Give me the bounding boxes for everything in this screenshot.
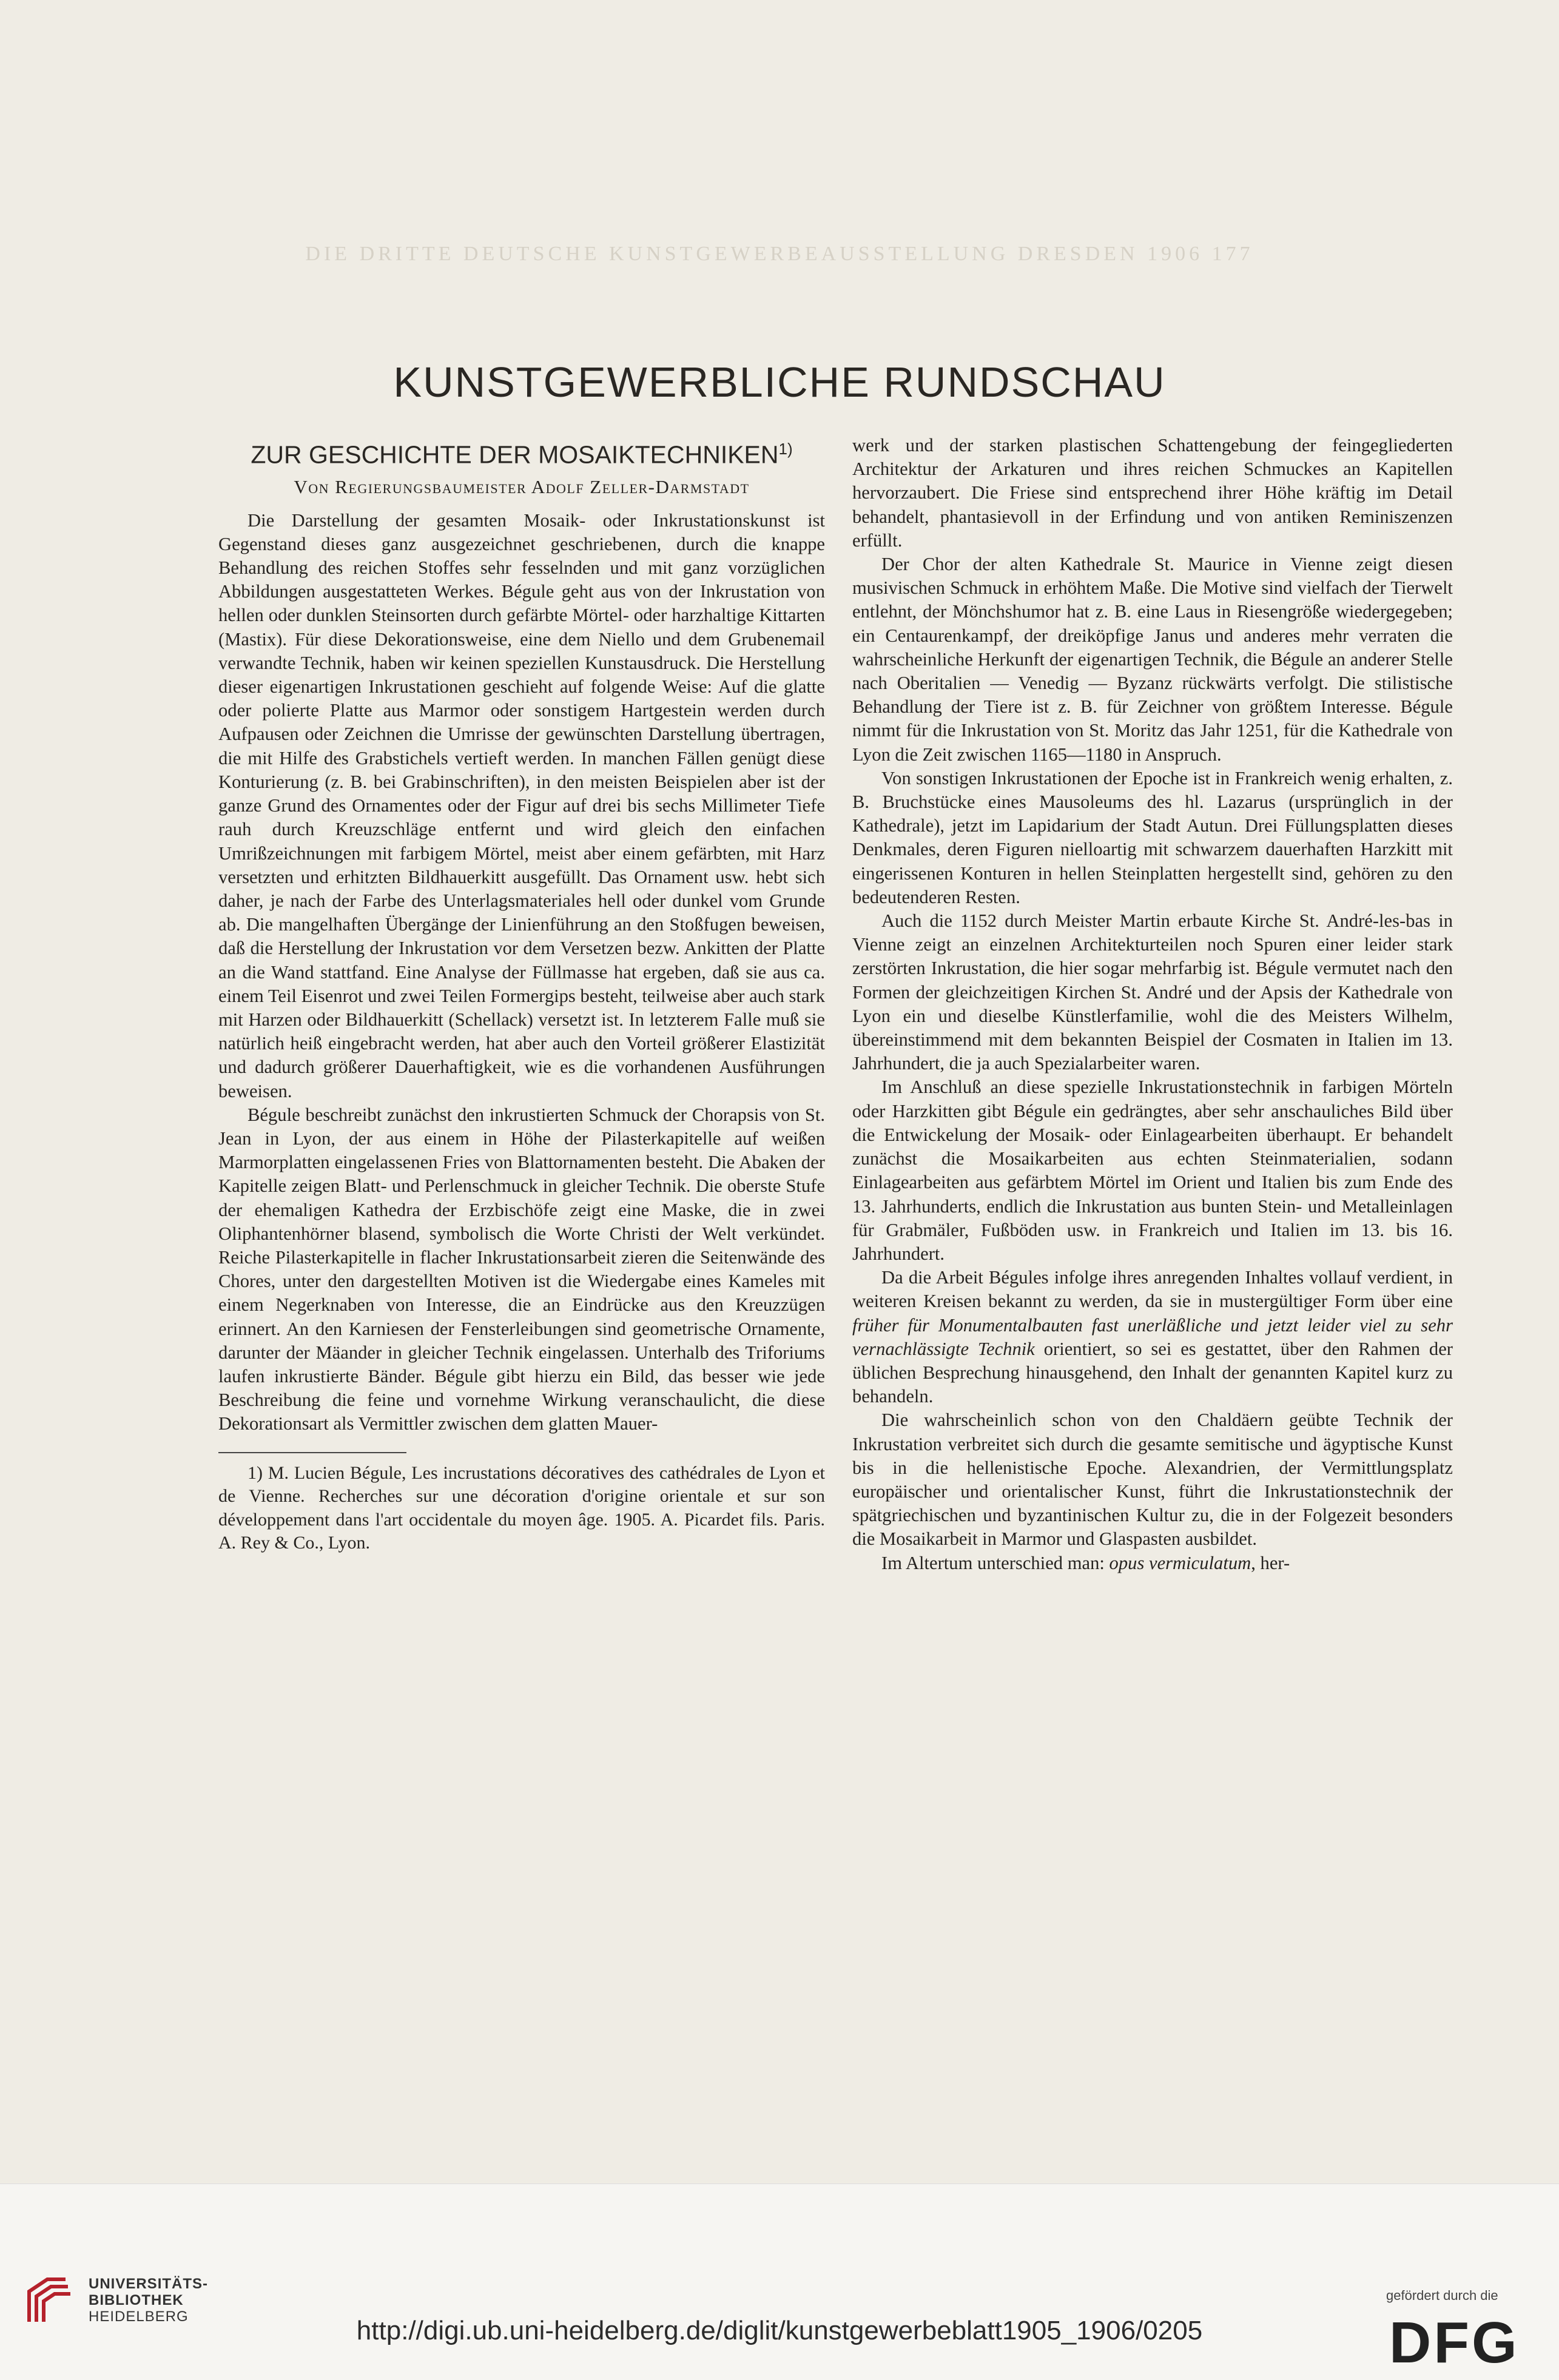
article-title <box>218 434 825 470</box>
footnote-divider <box>218 1452 406 1453</box>
funding-note: gefördert durch die <box>1386 2288 1498 2303</box>
text-run: Im Altertum unterschied man: <box>881 1552 1109 1573</box>
faint-running-head: DIE DRITTE DEUTSCHE KUNSTGEWERBEAUSSTELLUNG DRESDEN 1906 177 <box>305 243 1254 265</box>
text-run: , her- <box>1251 1552 1290 1573</box>
paragraph: Bégule beschreibt zunächst den inkrustierten Schmuck der Chorapsis von St. Jean in Lyon, der aus einem in Höhe der Pilasterkapitelle auf weißen Marmorplatten eingelassenen Fries von Blattornamenten besteht. Die Abaken der Kapitelle zeigen Blatt- und Perlenschmuck in gleicher Technik. Die oberste Stufe der ehemaligen Kathedra der Erzbischöfe zeigt eine Maske, die in zwei Oliphantenhörner blasend, symbolisch die Worte Christi der Welt verkündet. Reiche Pilasterkapitelle in flacher Inkrustationsarbeit zieren die Seitenwände des Chores, unter den dargestellten Motiven ist die Wiedergabe eines Kameles mit einem Negerknaben von Interesse, die an Eindrücke aus den Kreuzzügen erinnert. An den Karniesen der Fensterleibungen sind geometrische Ornamente, darunter der Mäander in gleicher Technik eingelassen. Unterhalb des Triforiums laufen inkrustierte Bänder. Bégule gibt hierzu ein Bild, das besser wie jede Beschreibung die feine und vornehme Wirkung veranschaulicht, die diese Dekorationsart als Vermittler zwischen dem glatten Mauer- <box>218 1104 825 1434</box>
library-line-1: UNIVERSITÄTS- <box>89 2276 209 2292</box>
library-line-2: BIBLIOTHEK <box>89 2292 184 2308</box>
paragraph: Von sonstigen Inkrustationen der Epoche ist in Frankreich wenig erhalten, z. B. Bruchstücke eines Mausoleums des hl. Lazarus (ursprünglich in der Kathedrale), jetzt im Lapidarium der Stadt Autun. Drei Füllungsplatten dieses Denkmales, deren Figuren nielloartig mit schwarzem dauerhaften Harzkitt mit eingerissenen Konturen in hellen Steinplatten hergestellt sind, gehören zu den bedeutenderen Resten. <box>852 767 1453 907</box>
paragraph <box>852 1266 1453 1408</box>
library-line-3: HEIDELBERG <box>89 2308 189 2325</box>
viewer-footer <box>0 2183 1559 2380</box>
footnote-mark: 1) <box>778 440 793 458</box>
section-title: KUNSTGEWERBLICHE RUNDSCHAU <box>393 358 1166 406</box>
italic-emphasis: früher für Monumentalbauten fast unerläßliche und jetzt leider viel zu sehr vernachlässigte Technik <box>852 1314 1453 1359</box>
paragraph: Der Chor der alten Kathedrale St. Maurice in Vienne zeigt diesen musivischen Schmuck in erhöhtem Maße. Die Motive sind vielfach der Tierwelt entlehnt, der Mönchshumor hat z. B. eine Laus in Riesengröße wiedergegeben; ein Centaurenkampf, der dreiköpfige Janus und anderes mehr verraten die wahrscheinliche Herkunft der eigenartigen Technik, die Bégule an anderer Stelle nach Oberitalien — Venedig — Byzanz rückwärts verfolgt. Die stilistische Behandlung der Tiere ist z. B. für Zeichner von größtem Interesse. Bégule nimmt für die Inkrustation von St. Moritz das Jahr 1251, für die Kathedrale von Lyon die Zeit zwischen 1165—1180 in Anspruch. <box>852 554 1453 765</box>
italic-term: opus vermiculatum <box>1109 1552 1251 1573</box>
dfg-logo[interactable]: DFG <box>1389 2310 1520 2375</box>
article-byline: Von Regierungsbaumeister Adolf Zeller-Darmstadt <box>294 476 750 497</box>
text-run: Da die Arbeit Bégules infolge ihres anregenden Inhaltes vollauf verdient, in weiteren Kreisen bekannt zu werden, da sie in mustergültiger Form über eine <box>852 1267 1453 1312</box>
paragraph: Auch die 1152 durch Meister Martin erbaute Kirche St. André-les-bas in Vienne zeigt an einzelnen Architekturteilen noch Spuren einer leider stark zerstörten Inkrustation, die hier sogar mehrfarbig ist. Bégule vermutet nach den Formen der gleichzeitigen Kirchen St. André und der Apsis der Kathedrale von Lyon ein und dieselbe Künstlerfamilie, wohl die des Meisters Wilhelm, übereinstimmend mit dem bekannten Beispiel der Cosmaten in Italien im 13. Jahrhundert, die ja auch Spezialarbeiter waren. <box>852 910 1453 1074</box>
paragraph: Im Anschluß an diese spezielle Inkrustationstechnik in farbigen Mörteln oder Harzkitten gibt Bégule ein gedrängtes, aber sehr anschauliches Bild über die Entwickelung der Mosaik- oder Einlagearbeiten überhaupt. Er behandelt zunächst die Mosaikarbeiten aus echten Steinmaterialien, sodann Einlagearbeiten aus gefärbtem Mörtel im Orient und Italien bis zum Ende des 13. Jahrhunderts, endlich die Inkrustation aus bunten Stein- und Metalleinlagen für Grabmäler, Fußböden usw. in Frankreich und Italien im 13. bis 16. Jahrhundert. <box>852 1077 1453 1264</box>
paragraph: Die Darstellung der gesamten Mosaik- oder Inkrustationskunst ist Gegenstand dieses ganz ausgezeichnet geschriebenen, durch die knappe Behandlung des reichen Stoffes sehr fesselnden und mit ganz vorzüglichen Abbildungen ausgestatteten Werkes. Bégule geht aus von der Inkrustation von hellen oder dunklen Steinsorten durch gefärbte Mörtel- oder harzhaltige Kittarten (Mastix). Für diese Dekorationsweise, eine dem Niello und dem Grubenemail verwandte Technik, haben wir keinen speziellen Kunstausdruck. Die Herstellung dieser eigenartigen Inkrustationen geschieht auf folgende Weise: Auf die glatte oder polierte Platte aus Marmor oder sonstigem Hartgestein werden durch Aufpausen oder Zeichnen die Umrisse der gewünschten Darstellung übertragen, die mit Hilfe des Grabstichels vertieft werden. In manchen Fällen genügt diese Konturierung (z. B. bei Grabinschriften), in den meisten Beispielen aber ist der ganze Grund des Ornamentes oder der Figur auf drei bis sechs Millimeter Tiefe rauh durch Kreuzschläge entfernt und wird gleich den einfachen Umrißzeichnungen mit farbigem Mörtel, meist aber einem gefärbten, mit Harz versetzten und erhitzten Bildhauerkitt ausgefüllt. Das Ornament usw. hebt sich daher, je nach der Farbe des Unterlagsmateriales hell oder dunkel vom Grunde ab. Die mangelhaften Übergänge der Linienführung an den Stoßfugen beweisen, daß die Herstellung der Inkrustation vor dem Versetzen bezw. Ankitten der Platte an die Wand stattfand. Eine Analyse der Füllmasse hat ergeben, daß sie aus ca. einem Teil Eisenrot und zwei Teilen Formergips besteht, teilweise aber auch stark mit Harzen oder Bildhauerkitt (Schellack) versetzt ist. In letzterem Falle muß sie natürlich heiß eingebracht werden, hat aber auch den Vorteil größerer Elastizität und dadurch größerer Dauerhaftigkeit, wie es die vorhandenen Ausführungen beweisen. <box>218 509 825 1101</box>
paragraph <box>852 1551 1453 1575</box>
right-column <box>852 434 1453 1575</box>
article-title-text: ZUR GESCHICHTE DER MOSAIKTECHNIKEN <box>251 440 779 469</box>
left-column <box>218 434 825 1555</box>
footnote: 1) M. Lucien Bégule, Les incrustations décoratives des cathédrales de Lyon et de Vienne. Recherches sur une décoration d'origine orientale et sur son développement dans l'art occidentale du moyen âge. 1905. A. Picardet fils. Paris. A. Rey & Co., Lyon. <box>218 1462 825 1553</box>
paragraph: Die wahrscheinlich schon von den Chaldäern geübte Technik der Inkrustation verbreitet sich durch die gesamte semitische und ägyptische Kunst bis in die hellenistische Epoche. Alexandrien, der Vermittlungsplatz europäischer und orientalischer Kunst, führt die Inkrustationstechnik der spätgriechischen und byzantinischen Kultur zu, die in der Folgezeit besonders die Mosaikarbeit in Marmor und Glaspasten ausbildet. <box>852 1410 1453 1550</box>
permalink-url[interactable]: http://digi.ub.uni-heidelberg.de/diglit/kunstgewerbeblatt1905_1906/0205 <box>356 2316 1203 2345</box>
text-run: orientiert, so sei es gestattet, über den Rahmen der üblichen Besprechung hinausgehend, den Inhalt der genannten Kapitel kurz zu behandeln. <box>852 1338 1453 1407</box>
paragraph: werk und der starken plastischen Schattengebung der feingegliederten Architektur der Arkaturen und ihres reichen Schmuckes an Kapitellen hervorzaubert. Die Friese sind entsprechend ihrer Höhe kräftig im Detail behandelt, phantasievoll in der Erfindung und von antiken Reminiszenzen erfüllt. <box>852 435 1453 551</box>
